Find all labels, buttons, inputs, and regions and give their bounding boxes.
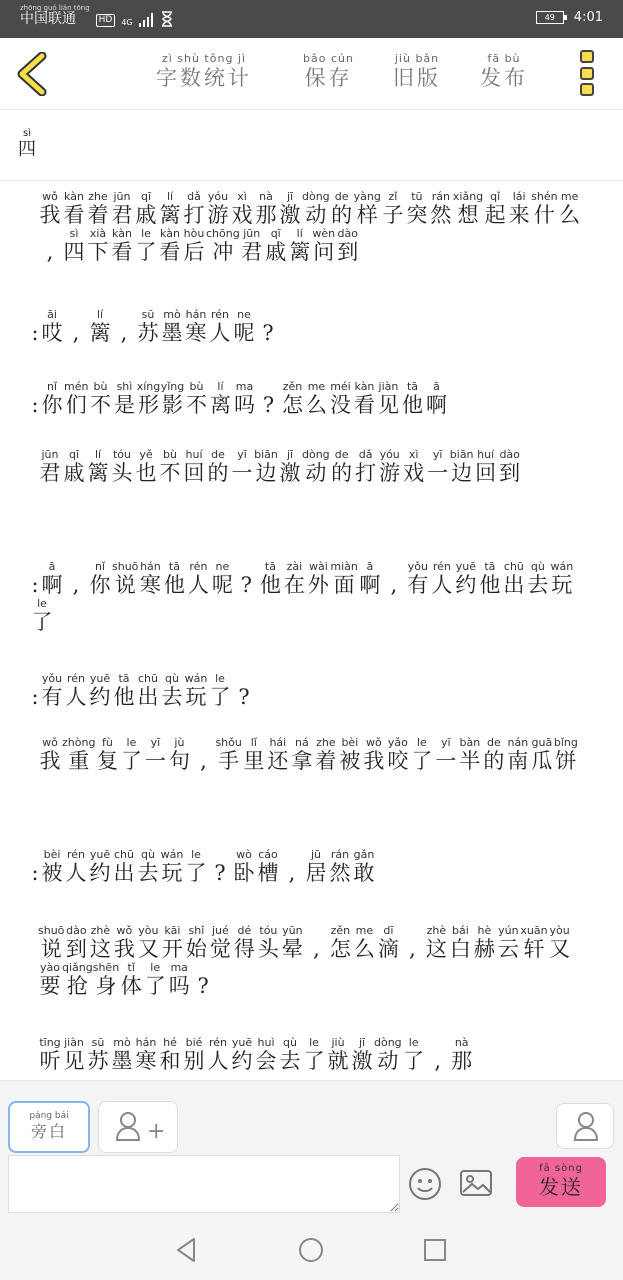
ruby-character: yǐng 影 (160, 380, 185, 417)
divider (0, 180, 623, 181)
message-input[interactable] (8, 1155, 400, 1213)
ruby-character: zhè 这 (425, 924, 447, 961)
more-menu-icon[interactable] (580, 50, 598, 96)
ruby-character: lí 离 (209, 380, 231, 417)
ruby-character: chū 出 (503, 560, 525, 597)
punctuation: , (72, 321, 80, 345)
punctuation: , (409, 937, 416, 961)
ruby-character: mò 墨 (161, 308, 183, 345)
ruby-character: yòu 又 (549, 924, 571, 961)
ruby-character: ā 啊 (425, 380, 447, 417)
ruby-character: qù 去 (527, 560, 549, 597)
publish-button[interactable]: fā bù 发布 (480, 52, 528, 90)
ruby-character: kāi 开 (161, 924, 183, 961)
ruby-character: rén 人 (65, 848, 87, 885)
ruby-character: kàn 看 (159, 227, 181, 264)
punctuation: , (434, 1049, 442, 1073)
ruby-character: biān 边 (254, 448, 278, 485)
ruby-character: bái 白 (449, 924, 471, 961)
ruby-character: zěn 怎 (281, 380, 303, 417)
ruby-character: shén 什 (531, 190, 558, 227)
ruby-character: huì 会 (255, 1036, 277, 1073)
ruby-character: tā 他 (163, 560, 185, 597)
battery-icon: 49 (536, 11, 564, 24)
ruby-character: dào 到 (65, 924, 87, 961)
ruby-character: yūn 晕 (281, 924, 303, 961)
ruby-character: yuē 约 (89, 848, 111, 885)
ruby-character: gǎn 敢 (353, 848, 375, 885)
ruby-character: dào 到 (337, 227, 359, 264)
ruby-character: bù 不 (185, 380, 207, 417)
ruby-character: me 么 (559, 190, 581, 227)
ruby-character: xiǎng 想 (452, 190, 484, 227)
ruby-character: huí 回 (475, 448, 497, 485)
ruby-character: hán 寒 (139, 560, 161, 597)
ruby-character: le 了 (303, 1036, 325, 1073)
ruby-character: le 了 (185, 848, 207, 885)
ruby-character: wǒ 我 (113, 924, 135, 961)
ruby-character: méi 没 (329, 380, 351, 417)
punctuation: : (31, 321, 39, 345)
ruby-character: qī 戚 (265, 227, 287, 264)
ruby-character: yǒu 有 (41, 672, 63, 709)
punctuation: ? (214, 861, 226, 885)
ruby-character: bù 不 (89, 380, 111, 417)
emoji-icon[interactable] (408, 1167, 442, 1201)
punctuation: : (31, 685, 39, 709)
ruby-character: sū 苏 (87, 1036, 109, 1073)
dialogue-line[interactable] (30, 848, 575, 885)
ruby-character: hòu 后 (183, 227, 205, 264)
ruby-character: qù 去 (137, 848, 159, 885)
ruby-character: rán 然 (329, 848, 351, 885)
punctuation: : (31, 861, 39, 885)
ruby-character: dòng 动 (302, 448, 330, 485)
ruby-character: wán 玩 (550, 560, 574, 597)
ruby-character: tóu 头 (257, 924, 279, 961)
user-add-icon (99, 1102, 179, 1154)
ruby-character: le 了 (144, 961, 166, 998)
ruby-character: mò 墨 (111, 1036, 133, 1073)
ruby-character: lí 篱 (159, 190, 181, 227)
ruby-character: fù 复 (96, 736, 118, 773)
punctuation: ? (262, 321, 274, 345)
dialogue-line[interactable] (30, 308, 575, 345)
carrier: zhōng guó lián tōng 中国联通 (20, 4, 90, 27)
add-role-button[interactable] (98, 1101, 178, 1153)
ruby-character: tū 突 (406, 190, 428, 227)
ruby-character: xià 下 (87, 227, 109, 264)
ruby-character: dòng 动 (302, 190, 330, 227)
image-icon[interactable] (458, 1167, 494, 1199)
ruby-character: bèi 被 (339, 736, 361, 773)
punctuation: : (31, 573, 39, 597)
ruby-character: le 了 (31, 597, 53, 634)
clock: 4:01 (573, 10, 603, 25)
ruby-character: wò 卧 (233, 848, 255, 885)
ruby-character: lǐ 里 (243, 736, 265, 773)
ruby-character: xíng 形 (136, 380, 161, 417)
ruby-character: lí 篱 (89, 308, 111, 345)
user-icon (557, 1104, 615, 1150)
narration-paragraph[interactable] (38, 190, 583, 264)
ruby-character: nán 南 (507, 736, 529, 773)
ruby-character: tīng 听 (39, 1036, 61, 1073)
ruby-character: chū 出 (113, 848, 135, 885)
ruby-character: shuō 说 (38, 924, 65, 961)
ruby-character: le 了 (135, 227, 157, 264)
ruby-character: dǎ 打 (355, 448, 377, 485)
ruby-character: lái 来 (508, 190, 530, 227)
ruby-character: ā 啊 (41, 560, 63, 597)
punctuation: ? (240, 573, 253, 597)
ruby-character: hé 和 (159, 1036, 181, 1073)
ruby-character: zhe 着 (87, 190, 109, 227)
svg-text:+: + (147, 1119, 166, 1144)
toolbar (0, 38, 623, 110)
ruby-character: rén 人 (431, 560, 453, 597)
punctuation: , (313, 937, 320, 961)
dialogue-line[interactable] (30, 560, 575, 634)
ruby-character: hán 寒 (135, 1036, 157, 1073)
ruby-character: guā 瓜 (531, 736, 553, 773)
ruby-character: rén 人 (207, 1036, 229, 1073)
dialogue-line[interactable] (30, 380, 575, 417)
ruby-character: bàn 半 (459, 736, 481, 773)
ruby-character: shǐ 始 (185, 924, 207, 961)
ruby-character: bié 别 (183, 1036, 205, 1073)
ruby-character: ne 呢 (233, 308, 255, 345)
ruby-character: bù 不 (159, 448, 181, 485)
ruby-character: le 了 (209, 672, 231, 709)
ruby-character: hán 寒 (185, 308, 207, 345)
ruby-character: yuē 约 (231, 1036, 253, 1073)
ruby-character: wèn 问 (312, 227, 336, 264)
ruby-character: zhe 着 (315, 736, 337, 773)
ruby-character: jī 激 (351, 1036, 373, 1073)
nav-back-icon[interactable] (172, 1236, 200, 1264)
ruby-character: wǒ 我 (363, 736, 385, 773)
ruby-character: dé 得 (233, 924, 255, 961)
ruby-character: jūn 君 (111, 190, 133, 227)
ruby-character: ma 吗 (233, 380, 255, 417)
ruby-character: cáo 槽 (257, 848, 279, 885)
role-aside-button[interactable]: páng bái 旁白 (8, 1101, 90, 1153)
send-button[interactable]: fā sòng 发送 (516, 1157, 606, 1207)
ruby-character: jiù 就 (327, 1036, 349, 1073)
ruby-character: zǐ 子 (382, 190, 404, 227)
dialogue-line[interactable] (30, 672, 575, 709)
ruby-character: qǐ 起 (484, 190, 506, 227)
signal-icon (139, 13, 155, 27)
punctuation: , (288, 861, 296, 885)
ruby-character: chū 出 (137, 672, 159, 709)
save-button[interactable]: bǎo cún 保存 (303, 52, 354, 90)
self-role-button[interactable] (556, 1103, 614, 1149)
ruby-character: ne 呢 (211, 560, 233, 597)
ruby-character: biān 边 (449, 448, 474, 485)
ruby-character: āi 哎 (41, 308, 63, 345)
network-type: 4G (121, 18, 133, 27)
ruby-character: qù 去 (161, 672, 183, 709)
word-count-button[interactable]: zì shù tǒng jì 字数统计 (156, 52, 252, 90)
ruby-character: miàn 面 (330, 560, 358, 597)
ruby-character: sū 苏 (137, 308, 159, 345)
ruby-character: yī 一 (144, 736, 166, 773)
ruby-character: tā 他 (479, 560, 501, 597)
compose-panel (0, 1080, 623, 1218)
ruby-character: jūn 君 (39, 448, 61, 485)
ruby-character: mén 们 (64, 380, 89, 417)
punctuation: , (200, 749, 207, 773)
ruby-character: xì 戏 (231, 190, 253, 227)
ruby-character: hái 还 (267, 736, 289, 773)
ruby-character: de 的 (207, 448, 229, 485)
ruby-character: xì 戏 (403, 448, 425, 485)
ruby-character: tóu 头 (111, 448, 133, 485)
ruby-character: jī 激 (279, 190, 301, 227)
ruby-character: shēn 身 (92, 961, 120, 998)
ruby-character: hè 赫 (473, 924, 495, 961)
ruby-character: huí 回 (183, 448, 205, 485)
ruby-character: yǒu 有 (407, 560, 429, 597)
ruby-character: kàn 看 (353, 380, 375, 417)
ruby-character: lí 篱 (87, 448, 109, 485)
ruby-character: rén 人 (187, 560, 209, 597)
ruby-character: yī 一 (435, 736, 457, 773)
ruby-character: yuē 约 (455, 560, 477, 597)
ruby-character: yún 云 (497, 924, 519, 961)
story-content[interactable] (0, 190, 623, 1080)
ruby-character: qī 戚 (135, 190, 157, 227)
ruby-character: shuō 说 (112, 560, 139, 597)
ruby-character: nǐ 你 (41, 380, 63, 417)
ruby-character: yī 一 (427, 448, 449, 485)
ruby-character: ma 吗 (168, 961, 190, 998)
ruby-character: wài 外 (307, 560, 329, 597)
punctuation: , (46, 240, 54, 264)
ruby-character: dòng 动 (374, 1036, 402, 1073)
ruby-character: wǒ 我 (39, 736, 61, 773)
narration-paragraph[interactable] (38, 924, 583, 998)
ruby-character: dī 滴 (377, 924, 399, 961)
ruby-character: yī 一 (231, 448, 253, 485)
punctuation: ? (197, 974, 209, 998)
ruby-character: me 么 (353, 924, 375, 961)
punctuation: ? (238, 685, 250, 709)
ruby-character: yuē 约 (89, 672, 111, 709)
ruby-character: shǒu 手 (215, 736, 242, 773)
ruby-character: tǐ 体 (120, 961, 142, 998)
narration-paragraph[interactable] (38, 1036, 583, 1073)
ruby-character: dǎ 打 (183, 190, 205, 227)
ruby-character: wán 玩 (184, 672, 208, 709)
ruby-character: chōng 冲 (206, 227, 240, 264)
ruby-character: lí 篱 (289, 227, 311, 264)
ruby-character: de 的 (331, 190, 353, 227)
narration-paragraph[interactable] (38, 448, 583, 485)
punctuation: : (31, 393, 39, 417)
punctuation: ? (262, 393, 275, 417)
ruby-character: nà 那 (255, 190, 277, 227)
ruby-character: bèi 被 (41, 848, 63, 885)
ruby-character: shì 是 (113, 380, 135, 417)
ruby-character: zhè 这 (89, 924, 111, 961)
ruby-character: yàng 样 (353, 190, 381, 227)
chapter-title[interactable]: sì 四 (18, 128, 36, 160)
ruby-character: wǒ 我 (39, 190, 61, 227)
ruby-character: zhòng 重 (62, 736, 96, 773)
ruby-character: yě 也 (135, 448, 157, 485)
ruby-character: jū 居 (305, 848, 327, 885)
back-arrow-icon[interactable] (12, 52, 54, 96)
ruby-character: jiàn 见 (377, 380, 399, 417)
ruby-character: tā 他 (401, 380, 423, 417)
ruby-character: zài 在 (283, 560, 305, 597)
ruby-character: yào 要 (39, 961, 61, 998)
ruby-character: jué 觉 (209, 924, 231, 961)
ruby-character: dào 到 (499, 448, 521, 485)
system-nav-bar (0, 1218, 623, 1280)
punctuation: , (390, 573, 398, 597)
ruby-character: rén 人 (65, 672, 87, 709)
punctuation: , (72, 573, 80, 597)
ruby-character: xuān 轩 (520, 924, 548, 961)
ruby-character: bǐng 饼 (553, 736, 578, 773)
ruby-character: tā 他 (259, 560, 281, 597)
ruby-character: le 了 (403, 1036, 425, 1073)
ruby-character: wán 玩 (160, 848, 184, 885)
ruby-character: kàn 看 (63, 190, 85, 227)
ruby-character: nà 那 (451, 1036, 473, 1073)
nav-home-icon[interactable] (297, 1236, 325, 1264)
ruby-character: yóu 游 (207, 190, 229, 227)
ruby-character: le 了 (411, 736, 433, 773)
ruby-character: rán 然 (430, 190, 452, 227)
hd-badge: HD (96, 14, 116, 27)
ruby-character: ā 啊 (359, 560, 381, 597)
ruby-character: qī 戚 (63, 448, 85, 485)
punctuation: , (120, 321, 128, 345)
old-version-button[interactable]: jiù bǎn 旧版 (393, 52, 441, 90)
nav-recent-icon[interactable] (423, 1238, 447, 1262)
ruby-character: zěn 怎 (329, 924, 351, 961)
ruby-character: jiàn 见 (63, 1036, 85, 1073)
ruby-character: yǎo 咬 (387, 736, 409, 773)
ruby-character: tā 他 (113, 672, 135, 709)
ruby-character: sì 四 (63, 227, 85, 264)
status-bar (0, 0, 623, 38)
ruby-character: jù 句 (168, 736, 190, 773)
narration-paragraph[interactable] (38, 736, 583, 773)
ruby-character: jūn 君 (241, 227, 263, 264)
hourglass-icon (161, 11, 173, 27)
ruby-character: qiǎng 抢 (62, 961, 93, 998)
ruby-character: me 么 (305, 380, 327, 417)
ruby-character: rén 人 (209, 308, 231, 345)
ruby-character: de 的 (483, 736, 505, 773)
ruby-character: yòu 又 (137, 924, 159, 961)
ruby-character: de 的 (331, 448, 353, 485)
ruby-character: kàn 看 (111, 227, 133, 264)
ruby-character: le 了 (120, 736, 142, 773)
ruby-character: jī 激 (279, 448, 301, 485)
ruby-character: nǐ 你 (89, 560, 111, 597)
ruby-character: ná 拿 (291, 736, 313, 773)
ruby-character: yóu 游 (379, 448, 401, 485)
ruby-character: qù 去 (279, 1036, 301, 1073)
